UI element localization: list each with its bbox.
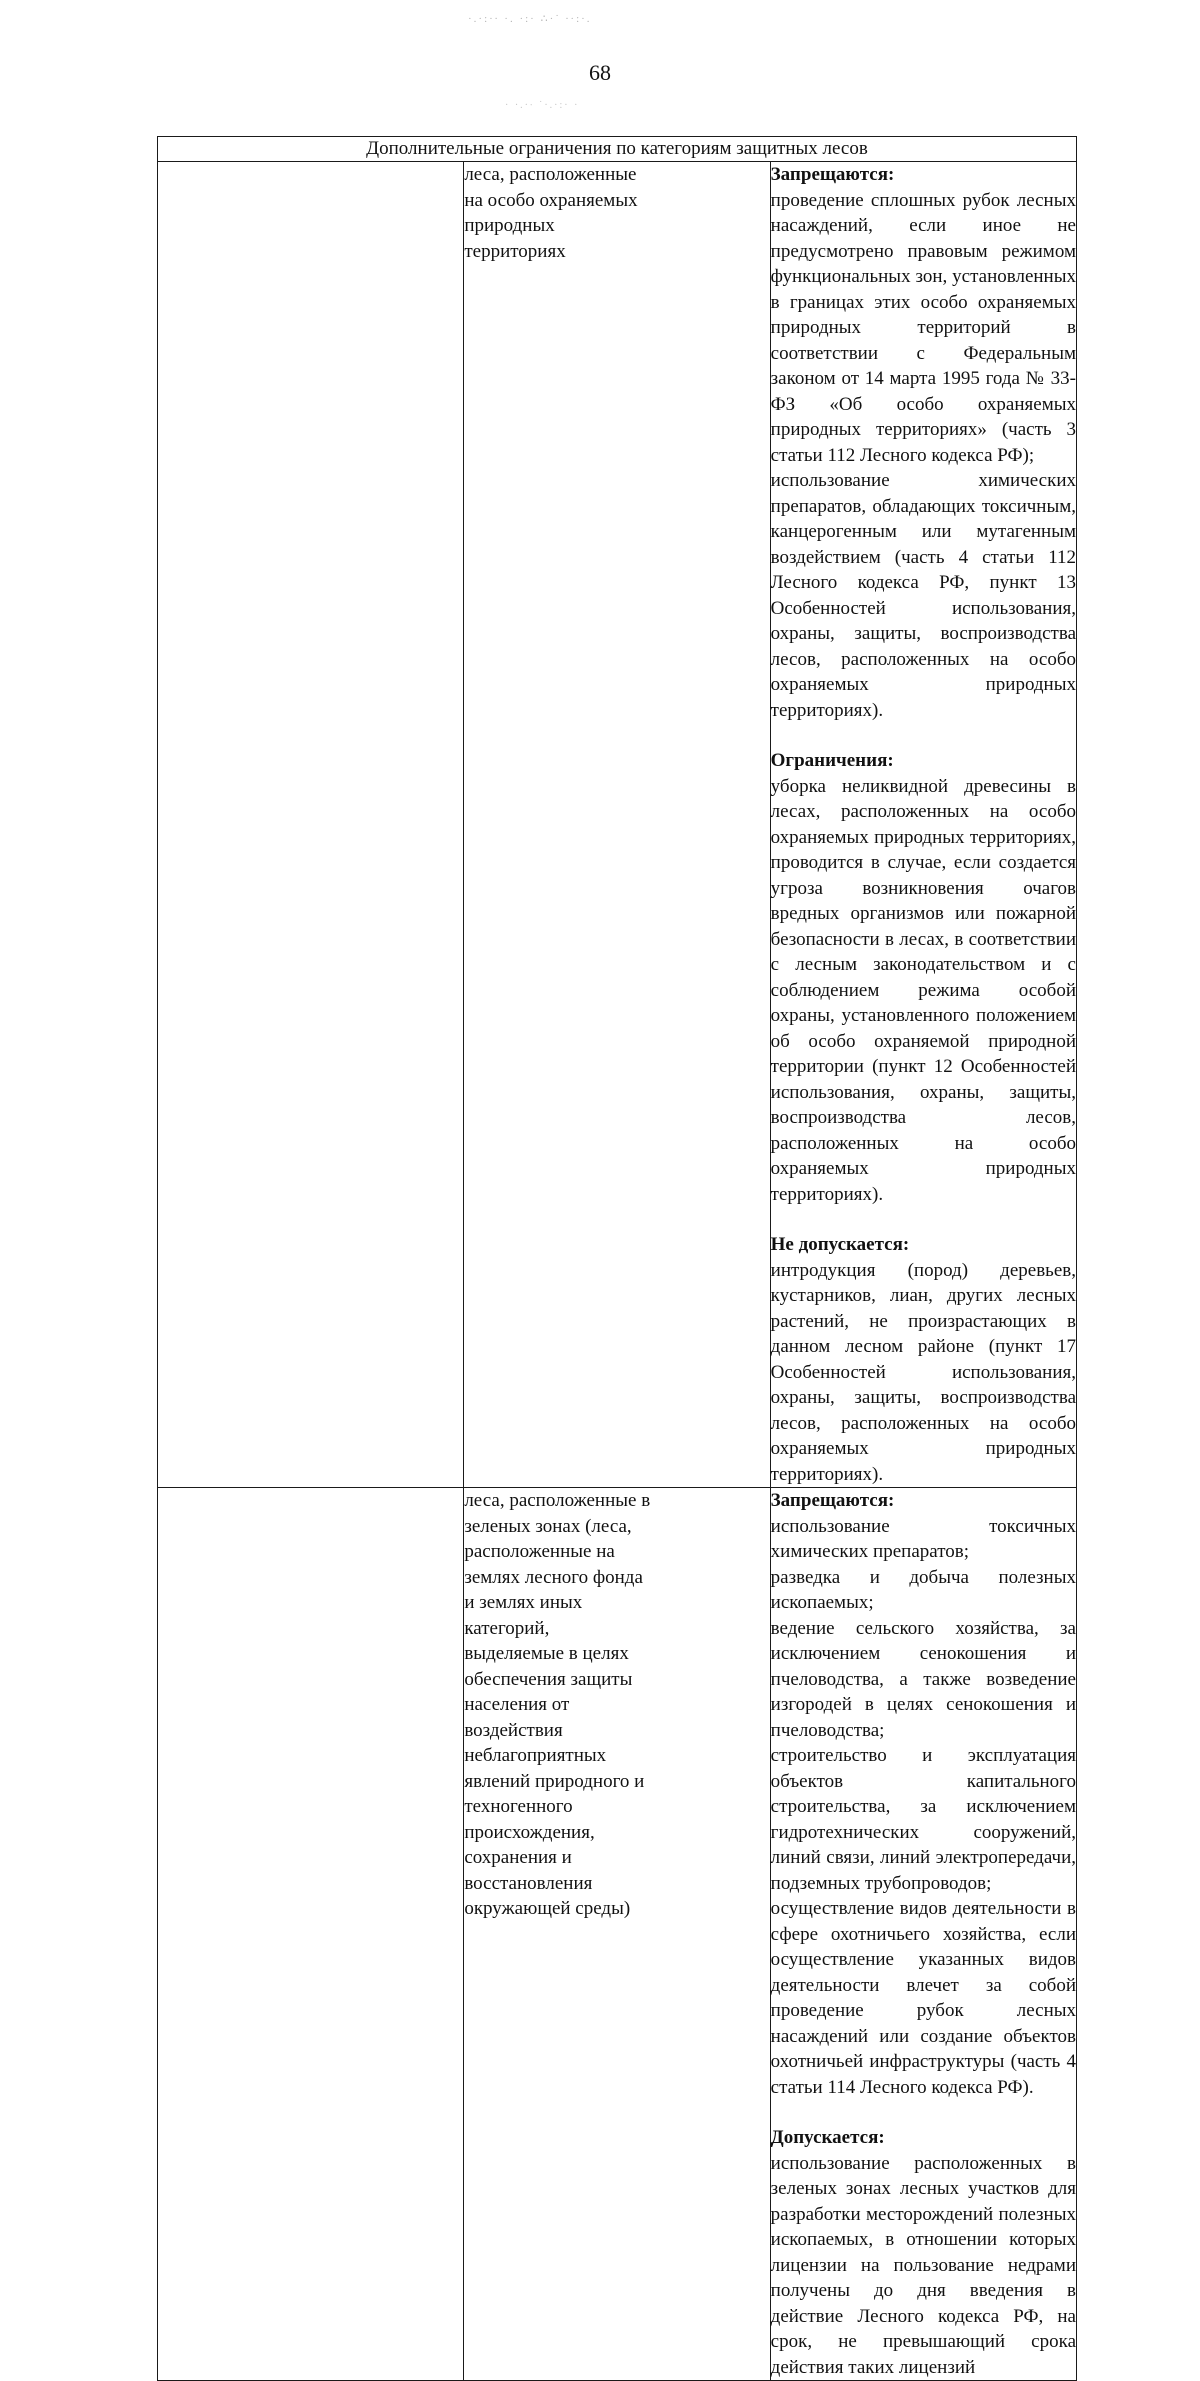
- scan-noise-top: ·.·:·∙ ·. ·:· ∴·˙ ∙·:·.: [468, 13, 592, 25]
- restriction-item: уборка неликвидной древесины в лесах, расположенных на особо охраняемых природных территориях, проводится в случае, если создается угроза возникновения очагов вредных организмов или пожарной безопасности в лесах, в соответствии с лесным законодательством и с соблюдением режима особой охраны, установленного положением об особо охраняемой природной территории (пункт 12 Особенностей использования, охраны, защиты, воспроизводства лесов, расположенных на особо охраняемых природных территориях).: [770, 775, 1076, 1205]
- row-blank-cell: [158, 162, 464, 1488]
- section-gap: [771, 2100, 1076, 2125]
- row-blank-cell: [158, 1488, 464, 2381]
- category-line: населения от: [464, 1694, 570, 1715]
- restrictions-table: [157, 136, 1077, 2381]
- category-line: восстановления: [464, 1872, 593, 1894]
- section-heading-prohibited: Запрещаются:: [770, 1490, 895, 1511]
- restrictions-cell: [770, 162, 1076, 1488]
- restriction-item: интродукция (пород) деревьев, кустарников, лиан, других лесных растений, не произрастающих в данном лесном районе (пункт 17 Особенностей использования, охраны, защиты, воспроизводства лесов, расположенных на особо охраняемых природных территориях).: [770, 1259, 1076, 1485]
- category-line: и землях иных: [464, 1592, 583, 1613]
- restriction-item: разведка и добыча полезных ископаемых;: [770, 1566, 1076, 1613]
- section-heading-allowed: Допускается:: [770, 2127, 885, 2148]
- restriction-item: ведение сельского хозяйства, за исключением сенокошения и пчеловодства, а также возведение изгородей в целях сенокошения и пчеловодства;: [770, 1617, 1076, 1741]
- scan-noise-bottom: · ·.·∙ ˙·.·:· ·: [505, 100, 580, 111]
- page-number: 68: [589, 60, 611, 85]
- restrictions-cell: [770, 1488, 1076, 2381]
- category-line: воздействия: [464, 1719, 563, 1741]
- category-line: выделяемые в целях: [464, 1643, 629, 1664]
- category-line: зеленых зонах (леса,: [464, 1515, 632, 1537]
- table-row: [158, 1488, 1077, 2381]
- category-line: землях лесного фонда: [464, 1566, 643, 1588]
- category-line: категорий,: [464, 1617, 550, 1639]
- section-heading-limitations: Ограничения:: [770, 750, 894, 771]
- restriction-item: использование расположенных в зеленых зонах лесных участков для разработки месторождений полезных ископаемых, в отношении которых лицензии на пользование недрами получены до дня введения в действие Лесного кодекса РФ, на срок, не превышающий срока действия таких лицензий: [770, 2152, 1076, 2378]
- table-row: [158, 162, 1077, 1488]
- table-header: Дополнительные ограничения по категориям защитных лесов: [158, 137, 1077, 162]
- restriction-item: осуществление видов деятельности в сфере охотничьего хозяйства, если осуществление указанных видов деятельности влечет за собой проведение рубок лесных насаждений или создание объектов охотничьей инфраструктуры (часть 4 статьи 114 Лесного кодекса РФ).: [770, 1898, 1076, 2098]
- restriction-item: строительство и эксплуатация объектов капитального строительства, за исключением гидротехнических сооружений, линий связи, линий электропередачи, подземных трубопроводов;: [770, 1745, 1076, 1894]
- section-heading-not-allowed: Не допускается:: [770, 1234, 910, 1255]
- category-line: леса, расположенные: [464, 164, 637, 185]
- category-line: техногенного: [464, 1796, 573, 1817]
- section-heading-prohibited: Запрещаются:: [770, 164, 895, 185]
- category-line: явлений природного и: [464, 1770, 645, 1792]
- category-line: расположенные на: [464, 1541, 615, 1562]
- category-line: природных: [464, 215, 555, 236]
- category-line: леса, расположенные в: [464, 1490, 651, 1511]
- restriction-item: использование токсичных химических препаратов;: [770, 1515, 1076, 1562]
- section-gap: [771, 723, 1076, 748]
- category-cell: [464, 1488, 770, 2381]
- category-line: неблагоприятных: [464, 1745, 607, 1766]
- category-line: обеспечения защиты: [464, 1668, 633, 1690]
- category-line: окружающей среды): [464, 1898, 631, 1919]
- category-line: происхождения,: [464, 1821, 595, 1843]
- category-line: сохранения и: [464, 1847, 572, 1868]
- section-gap: [771, 1207, 1076, 1232]
- category-cell: [464, 162, 770, 1488]
- restriction-item: использование химических препаратов, обладающих токсичным, канцерогенным или мутагенным воздействием (часть 4 статьи 112 Лесного кодекса РФ, пункт 13 Особенностей использования, охраны, защиты, воспроизводства лесов, расположенных на особо охраняемых природных территориях).: [770, 470, 1076, 721]
- restriction-item: проведение сплошных рубок лесных насаждений, если иное не предусмотрено правовым режимом функциональных зон, установленных в границах этих особо охраняемых природных территорий в соответствии с Федеральным законом от 14 марта 1995 года № 33-ФЗ «Об особо охраняемых природных территориях» (часть 3 статьи 112 Лесного кодекса РФ);: [770, 189, 1076, 466]
- category-line: территориях: [464, 240, 566, 262]
- table-header-row: [158, 137, 1077, 162]
- category-line: на особо охраняемых: [464, 189, 638, 211]
